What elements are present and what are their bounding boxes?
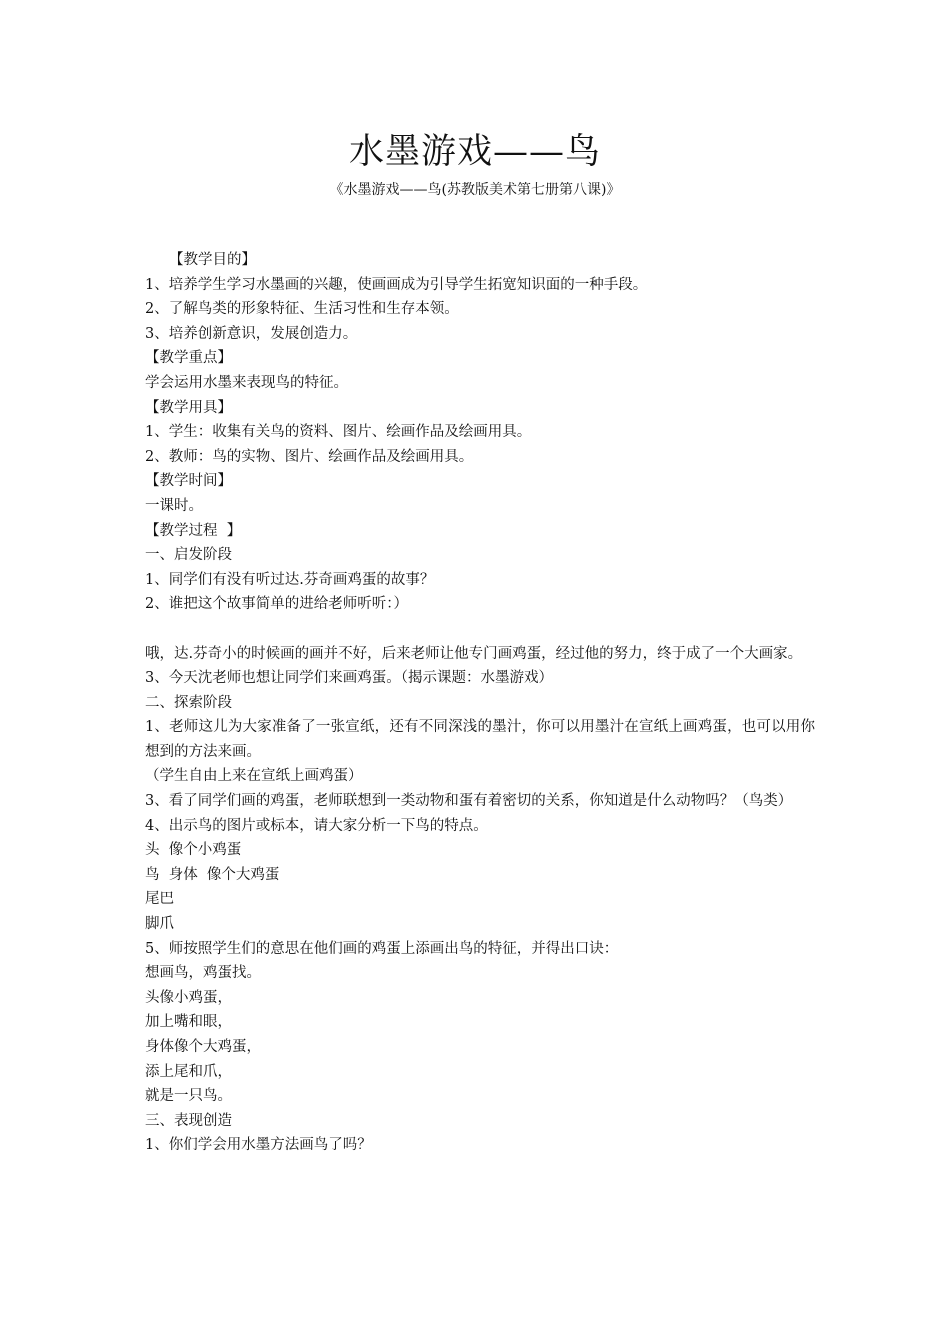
body-line: 想画鸟，鸡蛋找。	[145, 965, 261, 982]
body-line: 1、你们学会用水墨方法画鸟了吗？	[145, 1137, 372, 1154]
section-heading-process: 【教学过程 】	[145, 522, 242, 539]
body-line: 1、同学们有没有听过达.芬奇画鸡蛋的故事？	[145, 571, 435, 588]
section-heading-key-points: 【教学重点】	[145, 350, 232, 367]
body-line: 学会运用水墨来表现鸟的特征。	[145, 374, 348, 391]
body-line: 二、探索阶段	[145, 694, 232, 711]
document-body	[145, 248, 815, 1158]
body-paragraph: 1、老师这儿为大家准备了一张宣纸，还有不同深浅的墨汁，你可以用墨汁在宣纸上画鸡蛋，也可以用你想到的方法来画。	[145, 719, 815, 760]
body-line: 3、今天沈老师也想让同学们来画鸡蛋。（揭示课题：水墨游戏）	[145, 670, 553, 687]
section-heading-objectives: 【教学目的】	[169, 252, 256, 268]
body-line: 3、培养创新意识，发展创造力。	[145, 325, 358, 342]
body-line: 尾巴	[145, 891, 174, 908]
body-line: （学生自由上来在宣纸上画鸡蛋）	[145, 768, 363, 785]
body-line: 就是一只鸟。	[145, 1088, 232, 1105]
body-line: 脚爪	[145, 916, 174, 933]
body-line: 鸟 身体 像个大鸡蛋	[145, 866, 280, 883]
document-subtitle: 《水墨游戏——鸟(苏教版美术第七册第八课)》	[329, 182, 621, 198]
body-line: 添上尾和爪，	[145, 1063, 232, 1080]
body-line: 4、出示鸟的图片或标本，请大家分析一下鸟的特点。	[145, 817, 488, 834]
body-line: 头 像个小鸡蛋	[145, 842, 242, 859]
section-heading-materials: 【教学用具】	[145, 399, 232, 416]
body-line: 头像小鸡蛋，	[145, 989, 232, 1006]
blank-line	[145, 617, 815, 642]
section-heading-time: 【教学时间】	[145, 473, 232, 490]
body-line: 5、师按照学生们的意思在他们画的鸡蛋上添画出鸟的特征，并得出口诀：	[145, 940, 619, 957]
body-line: 身体像个大鸡蛋，	[145, 1039, 261, 1055]
body-paragraph: 哦，达.芬奇小的时候画的画并不好，后来老师让他专门画鸡蛋，经过他的努力，终于成了一个大画家。	[145, 645, 803, 662]
body-line: 2、了解鸟类的形象特征、生活习性和生存本领。	[145, 301, 459, 318]
body-line: 1、学生：收集有关鸟的资料、图片、绘画作品及绘画用具。	[145, 424, 532, 441]
body-line: 一课时。	[145, 497, 203, 514]
body-line: 2、教师：鸟的实物、图片、绘画作品及绘画用具。	[145, 448, 474, 465]
body-line: 一、启发阶段	[145, 547, 232, 564]
body-line: 加上嘴和眼，	[145, 1014, 232, 1031]
body-line: 1、培养学生学习水墨画的兴趣，使画画成为引导学生拓宽知识面的一种手段。	[145, 276, 648, 293]
body-line: 2、谁把这个故事简单的进给老师听听：）	[145, 596, 408, 613]
body-paragraph: 3、看了同学们画的鸡蛋，老师联想到一类动物和蛋有着密切的关系，你知道是什么动物吗？（鸟类）	[145, 793, 793, 810]
body-line: 三、表现创造	[145, 1112, 232, 1129]
document-title: 水墨游戏——鸟	[348, 132, 601, 172]
